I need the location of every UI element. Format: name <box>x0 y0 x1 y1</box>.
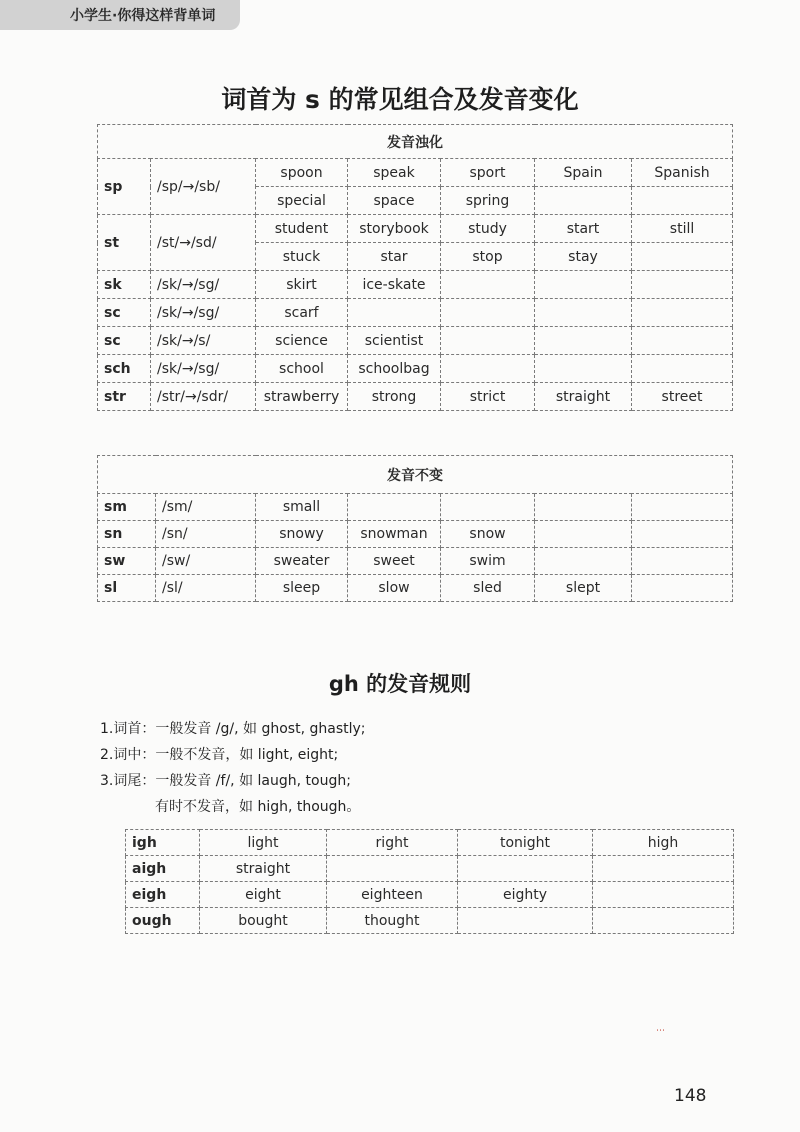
empty-cell <box>348 299 441 327</box>
combo-key: sm <box>98 494 156 521</box>
word-cell: light <box>200 830 327 856</box>
table-row <box>98 383 733 411</box>
ipa-change: /st/→/sd/ <box>151 215 256 271</box>
word-cell: bought <box>200 908 327 934</box>
ipa-change: /sp/→/sb/ <box>151 159 256 215</box>
empty-cell <box>535 187 632 215</box>
empty-cell <box>441 327 535 355</box>
empty-cell <box>593 908 734 934</box>
word-cell: spoon <box>256 159 348 187</box>
table-row <box>98 215 733 243</box>
combo-key: sc <box>98 327 151 355</box>
gh-rules <box>100 716 366 820</box>
empty-cell <box>535 299 632 327</box>
word-cell: strict <box>441 383 535 411</box>
voiced-heading: 发音浊化 <box>98 125 733 159</box>
empty-cell <box>593 882 734 908</box>
word-cell: schoolbag <box>348 355 441 383</box>
word-cell: stuck <box>256 243 348 271</box>
word-cell: sleep <box>256 575 348 602</box>
empty-cell <box>535 548 632 575</box>
rule-2: 2.词中：一般不发音，如 light, eight; <box>100 747 339 763</box>
combo-key: sw <box>98 548 156 575</box>
ipa-sound: /sl/ <box>156 575 256 602</box>
table-row <box>98 271 733 299</box>
word-cell: slept <box>535 575 632 602</box>
word-cell: strawberry <box>256 383 348 411</box>
empty-cell <box>632 299 733 327</box>
word-cell: scientist <box>348 327 441 355</box>
ipa-sound: /sn/ <box>156 521 256 548</box>
rule-3-cont: 有时不发音，如 high, though。 <box>155 799 361 815</box>
table-row <box>126 830 734 856</box>
ipa-change: /str/→/sdr/ <box>151 383 256 411</box>
word-cell: spring <box>441 187 535 215</box>
empty-cell <box>535 494 632 521</box>
word-cell: sport <box>441 159 535 187</box>
word-cell: eight <box>200 882 327 908</box>
empty-cell <box>632 548 733 575</box>
combo-key: sl <box>98 575 156 602</box>
table-row <box>126 882 734 908</box>
empty-cell <box>632 187 733 215</box>
word-cell: eighty <box>458 882 593 908</box>
word-cell: right <box>327 830 458 856</box>
empty-cell <box>535 327 632 355</box>
empty-cell <box>441 271 535 299</box>
empty-cell <box>458 856 593 882</box>
word-cell: science <box>256 327 348 355</box>
rule-1: 1.词首：一般发音 /g/, 如 ghost, ghastly; <box>100 721 366 737</box>
gh-combo: eigh <box>126 882 200 908</box>
ipa-change: /sk/→/sg/ <box>151 355 256 383</box>
word-cell: straight <box>535 383 632 411</box>
word-cell: ice-skate <box>348 271 441 299</box>
table-row <box>126 856 734 882</box>
table-row <box>126 908 734 934</box>
empty-cell <box>458 908 593 934</box>
table-row <box>98 575 733 602</box>
unchanged-heading: 发音不变 <box>98 456 733 494</box>
word-cell: stop <box>441 243 535 271</box>
gh-combo: ough <box>126 908 200 934</box>
word-cell: straight <box>200 856 327 882</box>
word-cell: thought <box>327 908 458 934</box>
ipa-sound: /sm/ <box>156 494 256 521</box>
gh-combo: igh <box>126 830 200 856</box>
word-cell: school <box>256 355 348 383</box>
empty-cell <box>441 355 535 383</box>
combo-key: sp <box>98 159 151 215</box>
empty-cell <box>535 355 632 383</box>
word-cell: star <box>348 243 441 271</box>
ipa-sound: /sw/ <box>156 548 256 575</box>
word-cell: tonight <box>458 830 593 856</box>
word-cell: space <box>348 187 441 215</box>
empty-cell <box>632 494 733 521</box>
word-cell: Spain <box>535 159 632 187</box>
empty-cell <box>535 271 632 299</box>
word-cell: still <box>632 215 733 243</box>
combo-key: sk <box>98 271 151 299</box>
word-cell: slow <box>348 575 441 602</box>
table-row <box>98 521 733 548</box>
empty-cell <box>632 521 733 548</box>
word-cell: eighteen <box>327 882 458 908</box>
table-row <box>98 159 733 187</box>
word-cell: sweater <box>256 548 348 575</box>
word-cell: small <box>256 494 348 521</box>
table-row <box>98 327 733 355</box>
word-cell: street <box>632 383 733 411</box>
empty-cell <box>632 575 733 602</box>
empty-cell <box>348 494 441 521</box>
gh-table <box>125 829 734 934</box>
word-cell: student <box>256 215 348 243</box>
empty-cell <box>441 494 535 521</box>
unchanged-table <box>97 455 733 602</box>
word-cell: swim <box>441 548 535 575</box>
section2-title: gh 的发音规则 <box>328 672 472 696</box>
word-cell: speak <box>348 159 441 187</box>
word-cell: stay <box>535 243 632 271</box>
empty-cell <box>632 243 733 271</box>
ipa-change: /sk/→/s/ <box>151 327 256 355</box>
empty-cell <box>632 271 733 299</box>
word-cell: start <box>535 215 632 243</box>
table-row <box>98 494 733 521</box>
gh-combo: aigh <box>126 856 200 882</box>
table-row <box>98 548 733 575</box>
combo-key: sch <box>98 355 151 383</box>
empty-cell <box>593 856 734 882</box>
ipa-change: /sk/→/sg/ <box>151 271 256 299</box>
decorative-mark: ⋯ <box>656 1026 666 1036</box>
word-cell: strong <box>348 383 441 411</box>
empty-cell <box>535 521 632 548</box>
rule-3: 3.词尾：一般发音 /f/, 如 laugh, tough; <box>100 773 351 789</box>
word-cell: scarf <box>256 299 348 327</box>
word-cell: snowy <box>256 521 348 548</box>
combo-key: str <box>98 383 151 411</box>
word-cell: sweet <box>348 548 441 575</box>
word-cell: snowman <box>348 521 441 548</box>
word-cell: special <box>256 187 348 215</box>
word-cell: Spanish <box>632 159 733 187</box>
empty-cell <box>632 355 733 383</box>
combo-key: sc <box>98 299 151 327</box>
table-row <box>98 355 733 383</box>
word-cell: sled <box>441 575 535 602</box>
word-cell: skirt <box>256 271 348 299</box>
page-number: 148 <box>674 1086 707 1106</box>
word-cell: snow <box>441 521 535 548</box>
word-cell: high <box>593 830 734 856</box>
section1-title: 词首为 s 的常见组合及发音变化 <box>221 85 579 114</box>
ipa-change: /sk/→/sg/ <box>151 299 256 327</box>
empty-cell <box>632 327 733 355</box>
word-cell: storybook <box>348 215 441 243</box>
table-row <box>98 299 733 327</box>
header-label: 小学生·你得这样背单词 <box>70 8 216 24</box>
voiced-table <box>97 124 733 411</box>
combo-key: sn <box>98 521 156 548</box>
empty-cell <box>327 856 458 882</box>
combo-key: st <box>98 215 151 271</box>
empty-cell <box>441 299 535 327</box>
word-cell: study <box>441 215 535 243</box>
